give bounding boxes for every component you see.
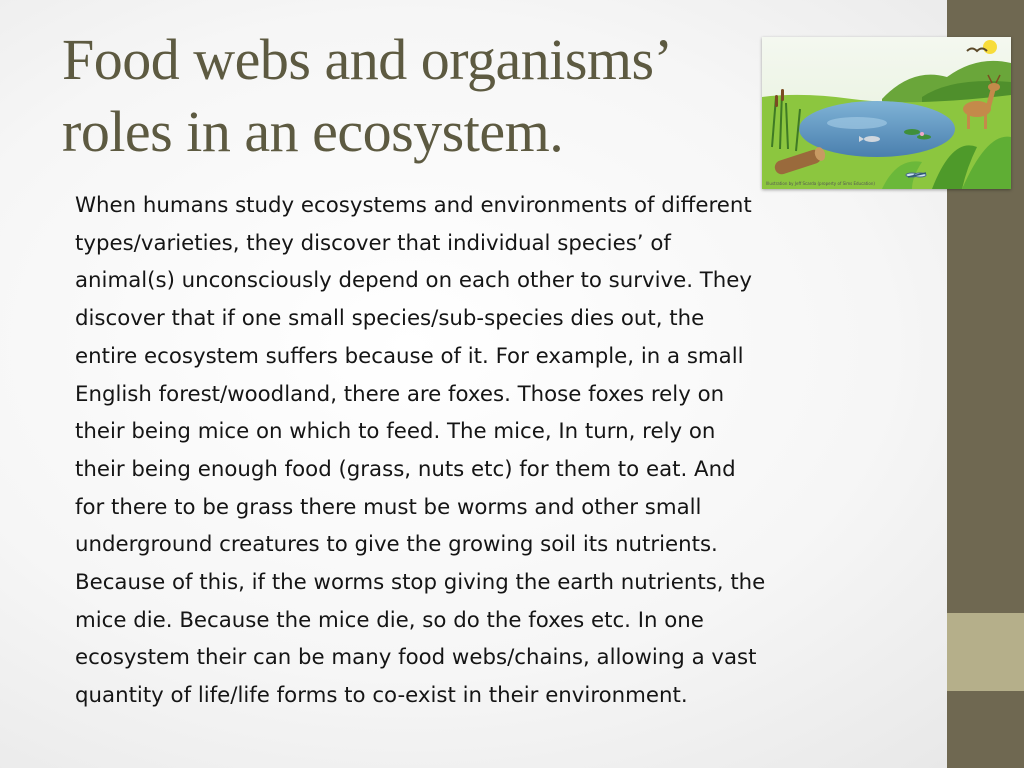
body-paragraph — [75, 187, 905, 715]
body-line: ecosystem their can be many food webs/chains, allowing a vast — [75, 645, 757, 671]
body-line: discover that if one small species/sub-species dies out, the — [75, 306, 705, 332]
body-line: English forest/woodland, there are foxes. Those foxes rely on — [75, 381, 725, 407]
body-line: types/varieties, they discover that individual species’ of — [75, 230, 671, 256]
body-line: mice die. Because the mice die, so do the foxes etc. In one — [75, 607, 704, 633]
title-line: Food webs and organisms’ — [62, 27, 673, 92]
body-line: quantity of life/life forms to co-exist in their environment. — [75, 683, 688, 709]
body-line: underground creatures to give the growing soil its nutrients. — [75, 532, 718, 558]
svg-text:Illustration by Jeff Scarda (p: Illustration by Jeff Scarda (property of Sims Education) — [766, 181, 875, 186]
pond-ecosystem-illustration — [762, 37, 1011, 189]
body-line: for there to be grass there must be worms and other small — [75, 494, 702, 520]
body-line: animal(s) unconsciously depend on each other to survive. They — [75, 268, 752, 294]
body-line: their being mice on which to feed. The mice, In turn, rely on — [75, 419, 716, 445]
slide-title — [62, 24, 782, 168]
body-line: their being enough food (grass, nuts etc) for them to eat. And — [75, 456, 736, 482]
title-line: roles in an ecosystem. — [62, 99, 564, 164]
body-line: Because of this, if the worms stop giving the earth nutrients, the — [75, 570, 766, 596]
sidebar-accent-block — [947, 613, 1024, 691]
body-line: When humans study ecosystems and environments of different — [75, 193, 752, 218]
body-line: entire ecosystem suffers because of it. For example, in a small — [75, 343, 744, 369]
